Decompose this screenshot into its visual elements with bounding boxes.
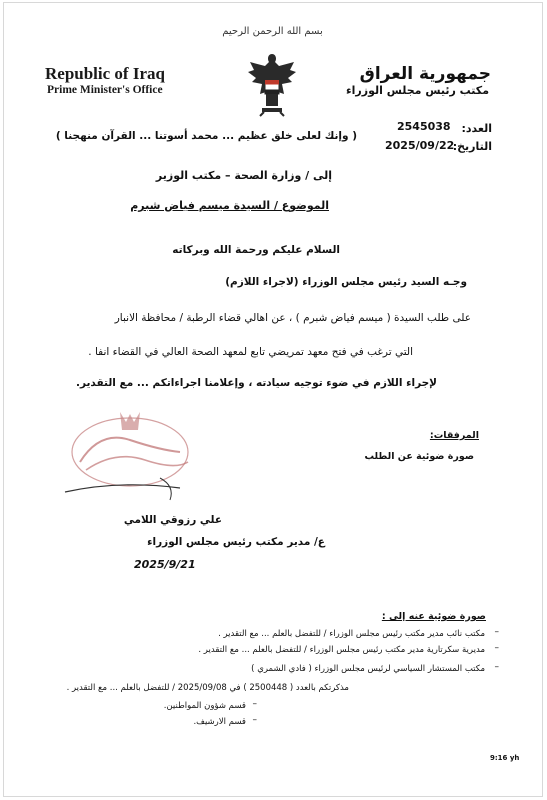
subject: الموضوع / السيدة ميسم فياض شبرم: [130, 199, 329, 212]
iraq-eagle-emblem-icon: [246, 50, 298, 118]
list-item: مديرية سكرتارية مدير مكتب رئيس مجلس الوزراء / للتفضل بالعلم ... مع التقدير .: [198, 645, 485, 655]
number-value: 2545038: [397, 120, 451, 133]
directive: وجـه السيد رئيس مجلس الوزراء (لاجراء اللازم): [225, 276, 467, 288]
closing-line: لإجراء اللازم في ضوء توجيه سيادته ، وإعلامنا اجراءاتكم ... مع التقدير.: [75, 377, 437, 389]
date-value: 2025/09/22: [385, 139, 455, 152]
signatory-title: ع/ مدير مكتب رئيس مجلس الوزراء: [147, 536, 325, 548]
list-item: مكتب نائب مدير مكتب رئيس مجلس الوزراء / للتفضل بالعلم ... مع التقدير .: [218, 629, 485, 639]
footer-code: 9:16 yh: [490, 754, 520, 762]
motto: ( وإنك لعلى خلق عظيم ... محمد أسوتنا ... القرآن منهجنا ): [55, 130, 357, 142]
attachments-item: صورة ضوئية عن الطلب: [364, 451, 474, 462]
body-line-2: التي ترغب في فتح معهد تمريضي تابع لمعهد الصحة العالي في القضاء انفا .: [88, 346, 413, 358]
list-item: قسم شؤون المواطنين.: [163, 701, 246, 711]
list-bullet: –: [494, 662, 499, 672]
body-line-1: على طلب السيدة ( ميسم فياض شبرم ) ، عن اهالي قضاء الرطبة / محافظة الانبار: [114, 312, 471, 324]
list-bullet: –: [494, 643, 499, 653]
attachments-label: المرفقات:: [429, 430, 479, 441]
list-bullet: –: [252, 699, 257, 709]
list-item: مكتب المستشار السياسي لرئيس مجلس الوزراء ( فادي الشمري ): [251, 664, 485, 674]
office-stamp-icon: [60, 400, 200, 510]
en-office-title: Prime Minister's Office: [47, 84, 163, 96]
copies-heading: صورة ضوئية عنه إلى :: [381, 611, 486, 622]
ar-republic-title: جمهورية العراق: [359, 64, 491, 84]
signatory-name: علي رزوقي اللامي: [123, 514, 222, 526]
list-bullet: –: [252, 715, 257, 725]
ar-office-title: مكتب رئيس مجلس الوزراء: [346, 84, 489, 97]
list-item: مذكرتكم بالعدد ( 2500448 ) في 2025/09/08 / للتفضل بالعلم ... مع التقدير .: [66, 683, 349, 693]
greeting: السلام عليكم ورحمة الله وبركاته: [172, 244, 340, 256]
number-label: العدد:: [461, 122, 492, 135]
date-label: التاريخ:: [452, 140, 492, 153]
en-republic-title: Republic of Iraq: [45, 64, 165, 83]
list-item: قسم الارشيف.: [193, 717, 246, 727]
list-bullet: –: [494, 627, 499, 637]
signature-date: 2025/9/21: [134, 558, 196, 571]
basmala: بسم الله الرحمن الرحيم: [222, 26, 323, 37]
addressee: إلى / وزارة الصحة – مكتب الوزير: [155, 169, 332, 182]
